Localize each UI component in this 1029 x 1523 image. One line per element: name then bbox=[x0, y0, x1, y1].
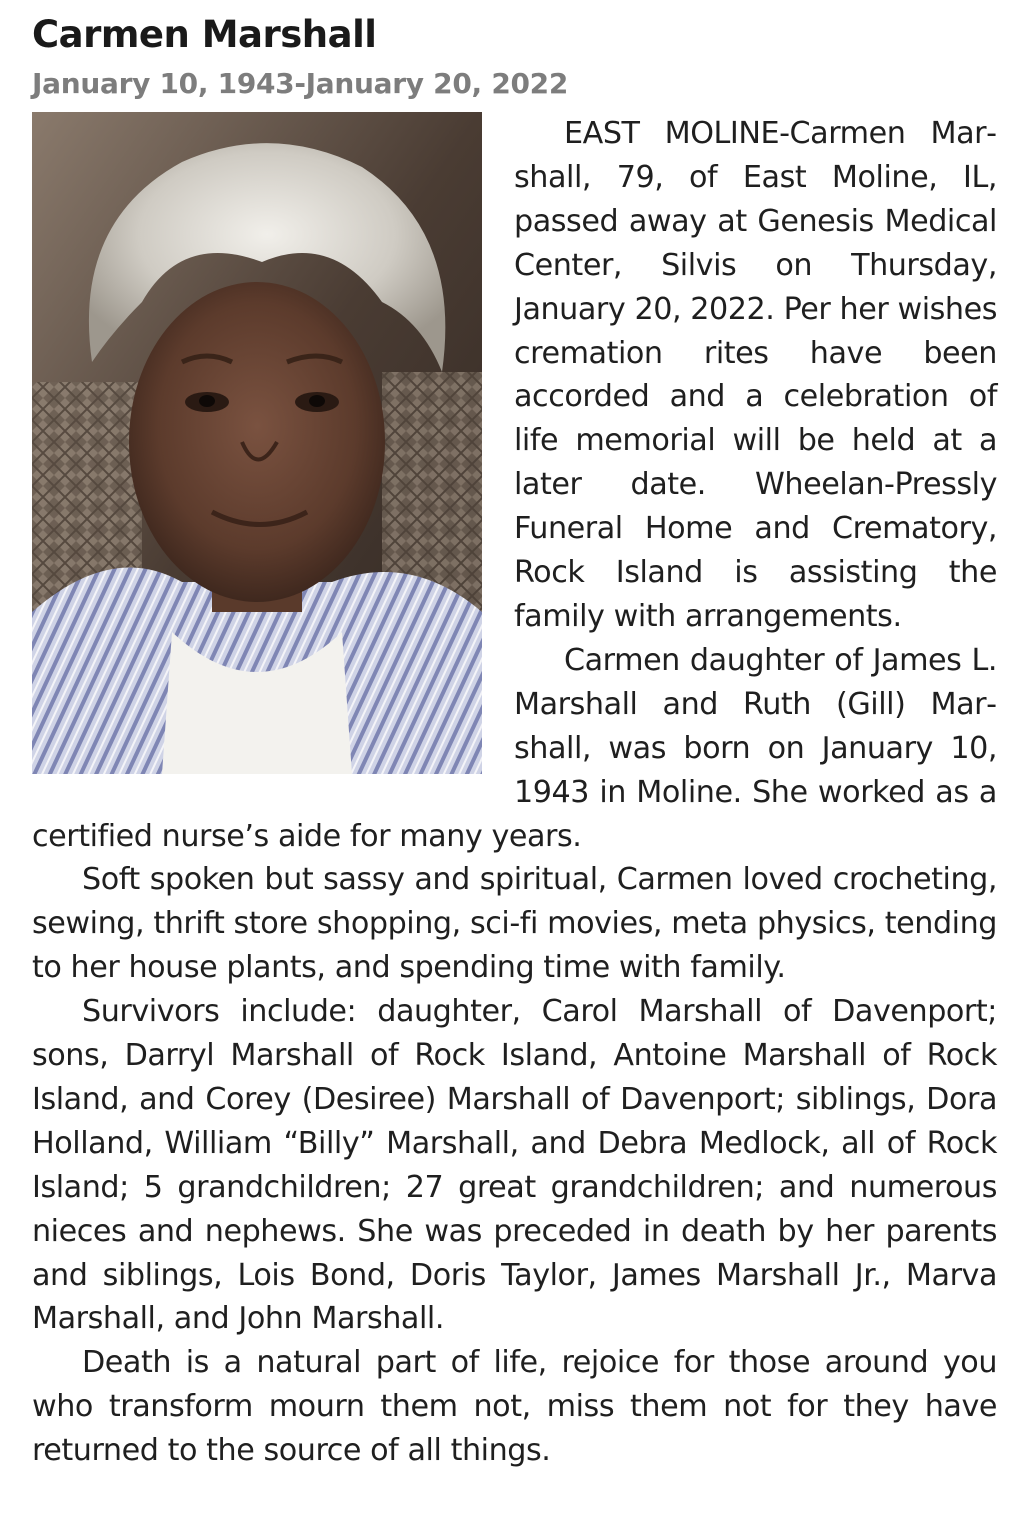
obituary-name: Carmen Marshall bbox=[32, 13, 377, 56]
obituary-paragraph-4: Survivors include: daughter, Carol Marshall of Davenport; sons, Darryl Marshall of Rock Island, Antoine Marshall of Rock Island, and Corey (Desiree) Marshall of Davenport; siblings, Dora Holland, William “Billy” Marshall, and Debra Medlock, all of Rock Island; 5 grandchildren; 27 great grandchildren; and numerous nieces and nephews. She was preceded in death by her parents and siblings, Lois Bond, Doris Taylor, James Marshall Jr., Marva Marshall, and John Marshall. bbox=[32, 994, 997, 1337]
obituary-body bbox=[32, 112, 997, 1473]
obituary-paragraph-5: Death is a natural part of life, rejoice for those around you who transform mourn them not, miss them not for they have returned to the source of all things. bbox=[32, 1345, 997, 1469]
obituary-dates: January 10, 1943-January 20, 2022 bbox=[32, 67, 569, 100]
obituary-paragraph-1: EAST MOLINE-Carmen Marshall, 79, of East Moline, IL, passed away at Genesis Medical Center, Silvis on Thursday, January 20, 2022. Per her wishes cremation rites have been accorded and a celebration of life memorial will be held at a later date. Wheelan-Pressly Funeral Home and Crematory, Rock Island is assisting the family with arrangements. bbox=[514, 116, 997, 634]
obituary-paragraph-3: Soft spoken but sassy and spiritual, Carmen loved crocheting, sewing, thrift store shopping, sci-fi movies, meta physics, tending to her house plants, and spending time with family. bbox=[32, 862, 997, 986]
obituary-paragraph-2: Carmen daughter of James L. Marshall and Ruth (Gill) Marshall, was born on January 10, 1943 in Moline. She worked as a certified nurse’s aide for many years. bbox=[32, 642, 997, 854]
portrait-photo-icon bbox=[32, 112, 482, 774]
portrait-photo bbox=[32, 112, 482, 774]
